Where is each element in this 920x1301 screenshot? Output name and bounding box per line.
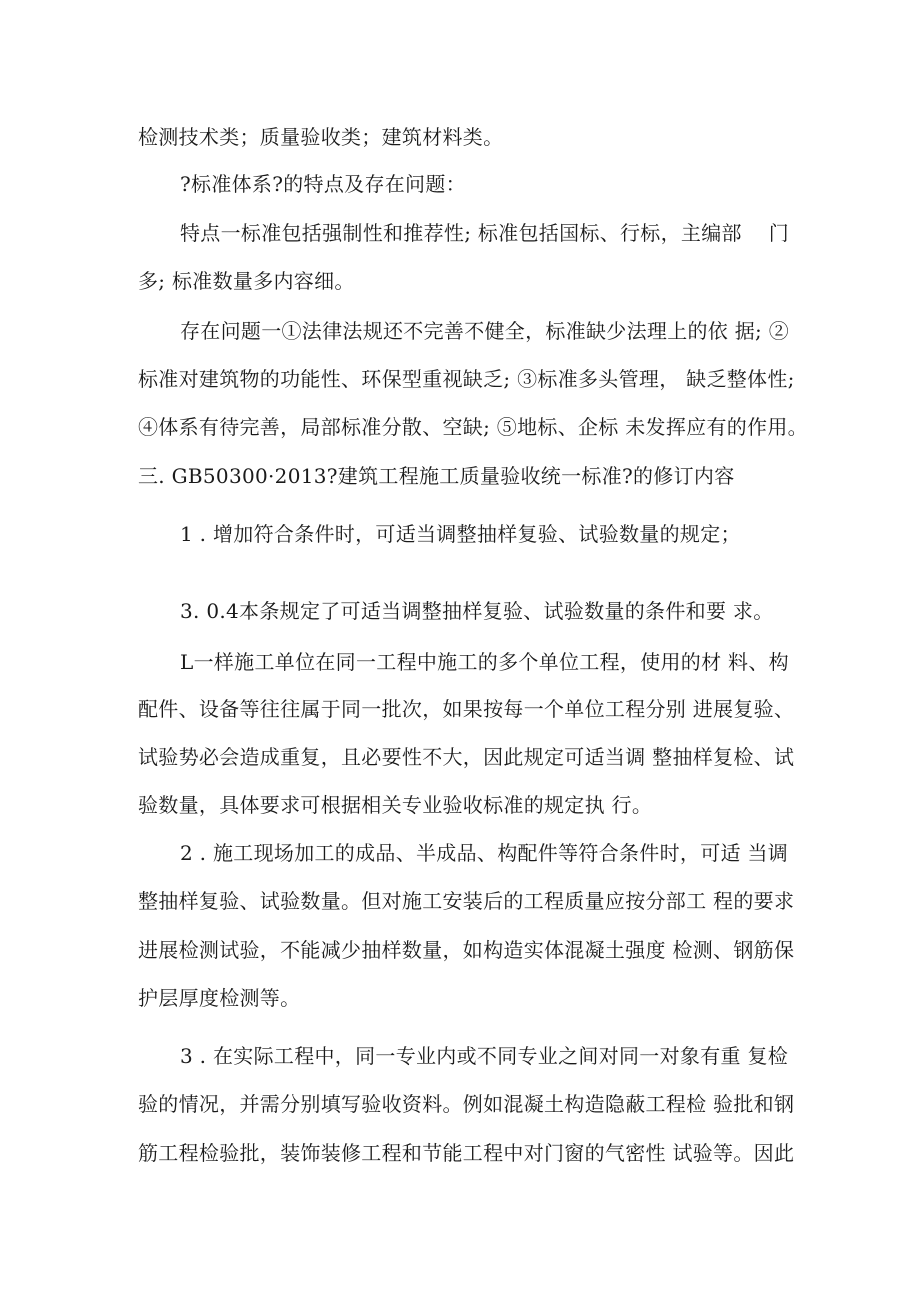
text-line: L一样施工单位在同一工程中施工的多个单位工程，使用的材 料、构	[180, 650, 789, 674]
text-line: ④体系有待完善，局部标准分散、空缺; ⑤地标、企标 未发挥应有的作用。	[138, 415, 808, 439]
text-line: 验的情况，并需分别填写验收资料。例如混凝土构造隐蔽工程检 验批和钢	[138, 1092, 795, 1116]
text-line: 验数量，具体要求可根据相关专业验收标准的规定执 行。	[138, 793, 653, 817]
text-line: 检测技术类；质量验收类；建筑材料类。	[138, 125, 504, 149]
text-line: 配件、设备等往往属于同一批次，如果按每一个单位工程分别 进展复验、	[138, 697, 795, 721]
text-line: 多; 标准数量多内容细。	[138, 269, 355, 293]
text-line: 试验势必会造成重复，且必要性不大，因此规定可适当调 整抽样复检、试	[138, 745, 795, 769]
text-line: 标准对建筑物的功能性、环保型重视缺乏; ③标准多头管理， 缺乏整体性;	[138, 367, 795, 391]
text-line: 护层厚度检测等。	[138, 986, 301, 1010]
section-heading: 三. GB50300·2013?建筑工程施工质量验收统一标准?的修订内容	[138, 464, 735, 488]
text-line: 存在问题一①法律法规还不完善不健全，标准缺少法理上的依 据; ②	[180, 319, 790, 343]
text-line: 整抽样复验、试验数量。但对施工安装后的工程质量应按分部工 程的要求	[138, 889, 795, 913]
text-line: ?标准体系?的特点及存在问题：	[180, 172, 466, 196]
list-item: 3 . 在实际工程中，同一专业内或不同专业之间对同一对象有重 复检	[180, 1044, 789, 1068]
list-item: 1 . 增加符合条件时，可适当调整抽样复验、试验数量的规定；	[180, 522, 741, 546]
text-line: 特点一标准包括强制性和推荐性; 标准包括国标、行标，主编部 门	[180, 221, 790, 245]
text-line: 进展检测试验，不能减少抽样数量，如构造实体混凝土强度 检测、钢筋保	[138, 938, 795, 962]
text-line: 筋工程检验批，装饰装修工程和节能工程中对门窗的气密性 试验等。因此	[138, 1141, 795, 1165]
clause-line: 3. 0.4本条规定了可适当调整抽样复验、试验数量的条件和要 求。	[180, 599, 774, 623]
list-item: 2 . 施工现场加工的成品、半成品、构配件等符合条件时，可适 当调	[180, 841, 789, 865]
